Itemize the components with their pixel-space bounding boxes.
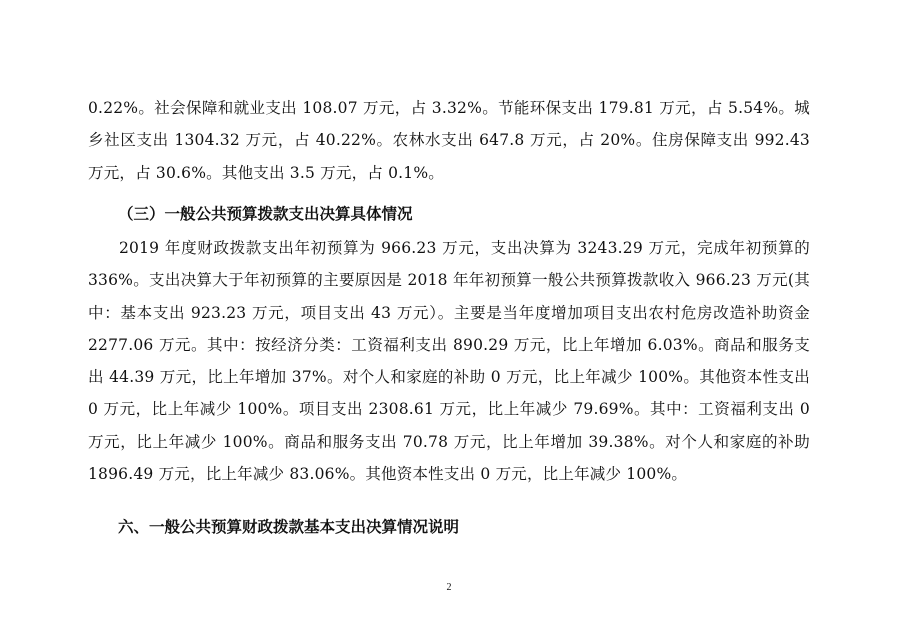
section-heading-general-budget-details: （三）一般公共预算拨款支出决算具体情况 — [118, 204, 413, 223]
paragraph-budget-details: 2019 年度财政拨款支出年初预算为 966.23 万元，支出决算为 3243.29 万元，完成年初预算的 336%。支出决算大于年初预算的主要原因是 2018 年年初预算一般公共预算拨款收入 966.23 万元(其中：基本支出 923.23 万元，项目支出 43 万元）。主要是当年度增加项目支出农村危房改造补助资金 2277.06 万元。其中：按经济分类：工资福利支出 890.29 万元，比上年增加 6.03%。商品和服务支出 44.39 万元，比上年增加 37%。对个人和家庭的补助 0 万元，比上年减少 100%。其他资本性支出 0 万元，比上年减少 100%。项目支出 2308.61 万元，比上年减少 79.69%。其中：工资福利支出 0 万元，比上年减少 100%。商品和服务支出 70.78 万元，比上年增加 39.38%。对个人和家庭的补助 1896.49 万元，比上年减少 83.06%。其他资本性支出 0 万元，比上年减少 100%。 — [88, 239, 810, 484]
paragraph-expenditure-breakdown: 0.22%。社会保障和就业支出 108.07 万元，占 3.32%。节能环保支出 179.81 万元，占 5.54%。城乡社区支出 1304.32 万元，占 40.22%。农林水支出 647.8 万元，占 20%。住房保障支出 992.43 万元，占 30.6%。其他支出 3.5 万元，占 0.1%。 — [88, 99, 810, 182]
page-number: 2 — [446, 582, 452, 593]
section-heading-basic-expenditure: 六、一般公共预算财政拨款基本支出决算情况说明 — [118, 517, 460, 536]
